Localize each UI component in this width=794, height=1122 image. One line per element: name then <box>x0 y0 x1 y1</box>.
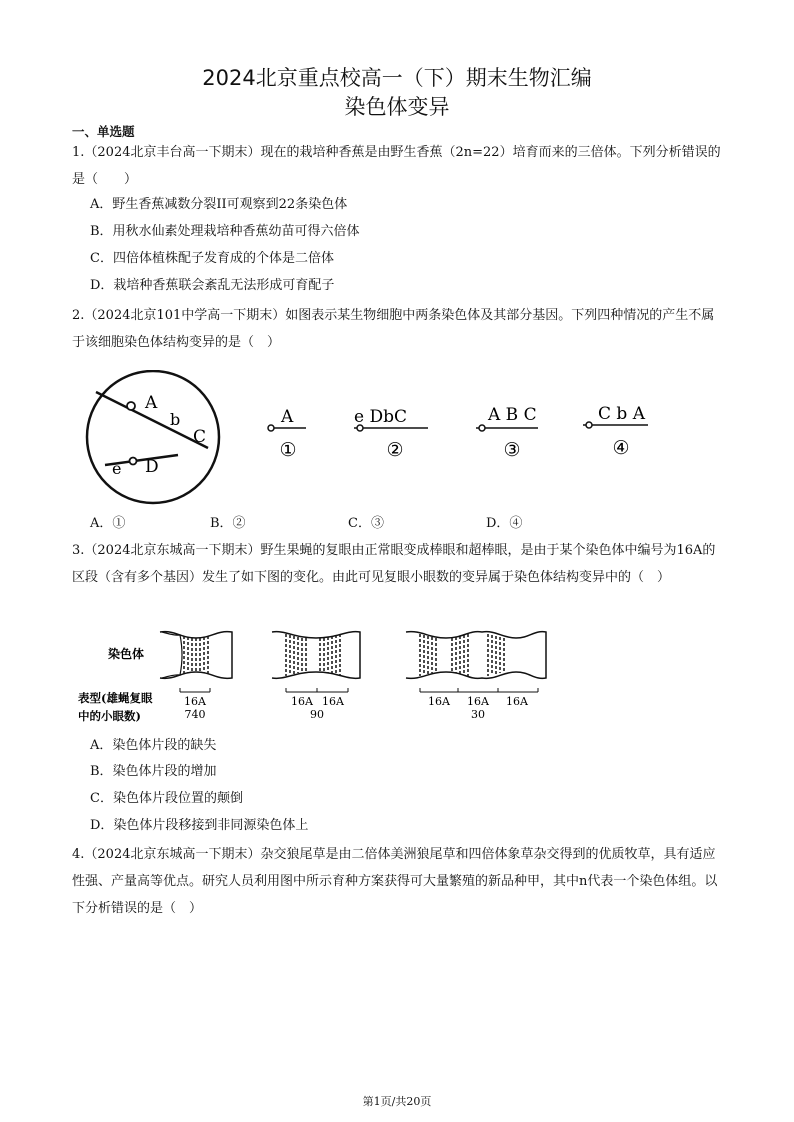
q1-option-a: A．野生香蕉减数分裂II可观察到22条染色体 <box>90 197 348 212</box>
q2-option-a: A．① <box>90 516 126 531</box>
q1-option-c: C．四倍体植株配子发育成的个体是二倍体 <box>90 251 334 266</box>
chromosome-ultrabar <box>406 632 546 721</box>
section-heading: 一、单选题 <box>72 124 135 139</box>
chromosome-normal <box>160 632 232 721</box>
q1-option-d: D．栽培种香蕉联会紊乱无法形成可育配子 <box>90 278 335 293</box>
q2-option-b: B．② <box>210 516 246 531</box>
segment-label: 16A <box>184 695 206 708</box>
count-bar: 90 <box>310 708 324 721</box>
variant-1-genes: A <box>281 407 294 427</box>
page-subtitle: 染色体变异 <box>344 95 450 119</box>
phenotype-label-line1: 表型(雄蝇复眼 <box>78 691 153 705</box>
cell-gene-e: e <box>112 459 122 478</box>
q3-stem: 3.（2024北京东城高一下期末）野生果蝇的复眼由正常眼变成棒眼和超棒眼，是由于某个染色体中编号为16A的区段（含有多个基因）发生了如下图的变化。由此可见复眼小眼数的变异属于染色体结构变异中的（ ） <box>72 543 716 585</box>
q3-option-d: D．染色体片段移接到非同源染色体上 <box>90 818 309 833</box>
chromosome-bar <box>272 632 360 721</box>
variant-3-genes: A B C <box>488 405 537 425</box>
q2-option-c: C．③ <box>348 516 384 531</box>
page-title: 2024北京重点校高一（下）期末生物汇编 <box>202 66 592 90</box>
cell-gene-D: D <box>145 457 159 477</box>
q2-chromosome-figure <box>78 370 678 505</box>
q1-option-b: B．用秋水仙素处理栽培种香蕉幼苗可得六倍体 <box>90 224 360 239</box>
q3-option-b: B．染色体片段的增加 <box>90 764 217 779</box>
phenotype-label-line2: 中的小眼数) <box>78 709 141 723</box>
segment-label: 16A <box>467 695 489 708</box>
variant-1-number: ① <box>279 439 297 461</box>
q2-stem: 2.（2024北京101中学高一下期末）如图表示某生物细胞中两条染色体及其部分基因。下列四种情况的产生不属于该细胞染色体结构变异的是（ ） <box>72 308 715 350</box>
figure-row-label: 染色体 <box>108 647 145 661</box>
q1-stem: 1.（2024北京丰台高一下期末）现在的栽培种香蕉是由野生香蕉（2n=22）培育而来的三倍体。下列分析错误的是（ ） <box>72 145 721 187</box>
segment-label: 16A <box>322 695 344 708</box>
q3-option-a: A．染色体片段的缺失 <box>90 738 217 753</box>
cell-gene-C: C <box>193 427 207 447</box>
cell-gene-A: A <box>145 393 158 413</box>
page-footer: 第1页/共20页 <box>362 1095 432 1108</box>
q3-bar-eye-figure <box>76 620 556 730</box>
q4-stem: 4.（2024北京东城高一下期末）杂交狼尾草是由二倍体美洲狼尾草和四倍体象草杂交得到的优质牧草，具有适应性强、产量高等优点。研究人员利用图中所示育种方案获得可大量繁殖的新品种甲，其中n代表一个染色体组。以下分析错误的是（ ） <box>72 847 718 916</box>
segment-label: 16A <box>291 695 313 708</box>
q3-option-c: C．染色体片段位置的颠倒 <box>90 791 243 806</box>
variant-2-number: ② <box>386 439 404 461</box>
cell-gene-b: b <box>170 410 181 429</box>
segment-label: 16A <box>428 695 450 708</box>
variant-2-genes: e DbC <box>354 407 407 427</box>
variant-3-number: ③ <box>503 439 521 461</box>
variant-4-genes: C b A <box>598 404 645 424</box>
count-ultrabar: 30 <box>471 708 485 721</box>
variant-4-number: ④ <box>612 437 630 459</box>
q2-option-d: D．④ <box>486 516 523 531</box>
segment-label: 16A <box>506 695 528 708</box>
count-normal: 740 <box>184 708 206 721</box>
